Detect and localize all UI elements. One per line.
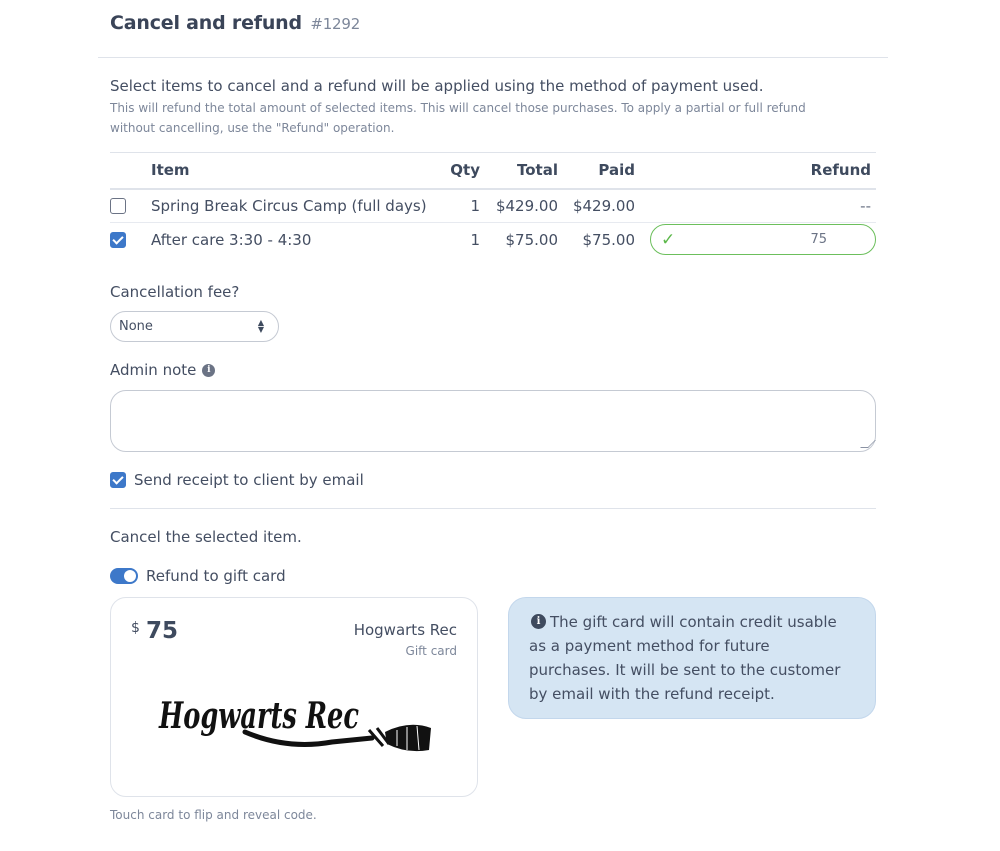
admin-note-label-row — [110, 361, 215, 379]
row-checkbox[interactable] — [110, 198, 126, 214]
gift-card-currency: $ — [131, 620, 140, 636]
refund-amount-value: 75 — [810, 232, 827, 248]
section-divider — [110, 508, 876, 509]
row-qty: 1 — [470, 230, 480, 249]
gift-card-toggle-label: Refund to gift card — [146, 567, 286, 585]
send-receipt-label: Send receipt to client by email — [134, 471, 364, 489]
cancellation-fee-select[interactable] — [110, 311, 279, 342]
logo-text: Hogwarts Rec — [158, 695, 360, 737]
items-table — [110, 152, 876, 257]
info-icon: i — [531, 614, 546, 629]
page-title-text: Cancel and refund — [110, 12, 302, 34]
intro-text: Select items to cancel and a refund will be applied using the method of payment used. — [110, 77, 764, 95]
gift-card-hint: Touch card to flip and reveal code. — [110, 808, 317, 822]
row-paid: $75.00 — [582, 230, 635, 249]
row-checkbox[interactable] — [110, 232, 126, 248]
resize-handle-icon[interactable] — [860, 440, 876, 448]
order-number: #1292 — [310, 15, 361, 33]
cancellation-fee-label: Cancellation fee? — [110, 283, 240, 301]
table-row — [110, 189, 876, 223]
row-item: After care 3:30 - 4:30 — [151, 230, 312, 249]
gift-card-toggle[interactable] — [110, 568, 138, 584]
gift-card[interactable] — [110, 597, 478, 797]
row-item: Spring Break Circus Camp (full days) — [151, 189, 429, 223]
header-paid: Paid — [558, 153, 635, 189]
select-arrows-icon: ▲ ▼ — [257, 318, 264, 334]
row-refund-empty: -- — [860, 196, 871, 215]
table-header-row — [110, 153, 876, 189]
gift-card-organization: Hogwarts Rec — [353, 621, 457, 639]
header-divider — [98, 57, 888, 58]
table-row — [110, 223, 876, 257]
row-total: $429.00 — [480, 189, 558, 223]
gift-card-toggle-row[interactable] — [110, 567, 286, 585]
send-receipt-checkbox[interactable] — [110, 472, 126, 488]
header-refund: Refund — [635, 153, 876, 189]
header-total: Total — [480, 153, 558, 189]
header-select — [110, 153, 151, 189]
intro-subtext: This will refund the total amount of selected items. This will cancel those purchases. To apply a partial or full refund without cancelling, use the "Refund" operation. — [110, 101, 806, 135]
hogwarts-rec-logo — [157, 680, 437, 760]
summary-text: Cancel the selected item. — [110, 528, 302, 546]
row-total: $75.00 — [505, 230, 558, 249]
send-receipt-row[interactable] — [110, 471, 364, 489]
gift-card-amount: 75 — [146, 618, 179, 644]
refund-amount-input[interactable] — [650, 224, 876, 255]
gift-card-info-text: The gift card will contain credit usable as a payment method for future purchases. It will be sent to the customer by email with the refund receipt. — [529, 613, 841, 703]
info-icon[interactable]: i — [202, 364, 215, 377]
row-paid: $429.00 — [558, 189, 635, 223]
cancellation-fee-value: None — [119, 319, 153, 334]
page-title — [110, 12, 360, 34]
admin-note-textarea[interactable] — [110, 390, 876, 452]
header-item: Item — [151, 153, 429, 189]
gift-card-info-box — [508, 597, 876, 719]
check-icon: ✓ — [661, 229, 676, 250]
gift-card-type: Gift card — [405, 644, 457, 658]
row-qty: 1 — [429, 189, 480, 223]
header-qty: Qty — [429, 153, 480, 189]
admin-note-label: Admin note — [110, 361, 197, 379]
